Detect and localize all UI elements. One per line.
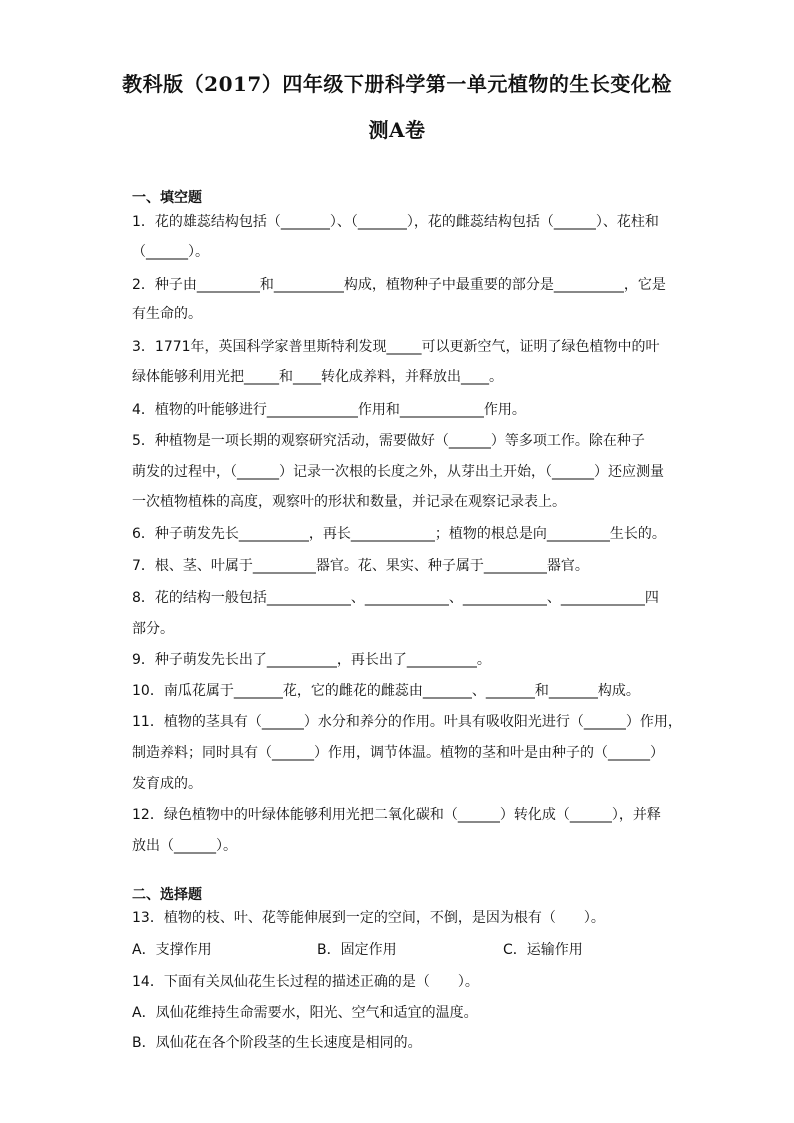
document-title-line-1: 教科版（2017）四年级下册科学第一单元植物的生长变化检: [122, 72, 672, 96]
question-5-line-1: 5．种植物是一项长期的观察研究活动，需要做好（______）等多项工作。除在种子: [132, 433, 645, 449]
question-2-line-2: 有生命的。: [132, 306, 202, 322]
section-heading-fill-in: 一、填空题: [132, 190, 202, 206]
q14-option-b: B．凤仙花在各个阶段茎的生长速度是相同的。: [132, 1035, 422, 1051]
question-12-line-1: 12．绿色植物中的叶绿体能够利用光把二氧化碳和（______）转化成（______），并释: [132, 807, 661, 823]
question-3-line-1: 3．1771年，英国科学家普里斯特利发现_____可以更新空气，证明了绿色植物中的叶: [132, 339, 660, 355]
q14-option-a: A．凤仙花维持生命需要水，阳光、空气和适宜的温度。: [132, 1005, 478, 1021]
question-5-line-2: 萌发的过程中，（______）记录一次根的长度之外，从芽出土开始，（______）还应测量: [132, 464, 664, 480]
question-4: 4．植物的叶能够进行_____________作用和____________作用。: [132, 402, 526, 418]
question-13: 13．植物的枝、叶、花等能伸展到一定的空间，不倒，是因为根有（ ）。: [132, 910, 605, 926]
q13-option-c: C．运输作用: [503, 942, 583, 958]
question-8-line-1: 8．花的结构一般包括____________、____________、____________、____________四: [132, 590, 659, 606]
question-1-line-2: （______）。: [132, 244, 209, 260]
q13-option-b: B．固定作用: [317, 942, 397, 958]
question-11-line-3: 发育成的。: [132, 776, 202, 792]
question-9: 9．种子萌发先长出了__________，再长出了__________。: [132, 652, 491, 668]
question-7: 7．根、茎、叶属于_________器官。花、果实、种子属于_________器官。: [132, 558, 589, 574]
question-6: 6．种子萌发先长__________，再长____________；植物的根总是向_________生长的。: [132, 526, 666, 542]
question-8-line-2: 部分。: [132, 621, 174, 637]
question-5-line-3: 一次植物植株的高度，观察叶的形状和数量，并记录在观察记录表上。: [132, 494, 566, 510]
q13-option-a: A．支撑作用: [132, 942, 212, 958]
question-12-line-2: 放出（______）。: [132, 838, 237, 854]
question-10: 10．南瓜花属于_______花，它的雌花的雌蕊由_______、_______和_______构成。: [132, 683, 640, 699]
question-3-line-2: 绿体能够利用光把_____和____转化成养料，并释放出____。: [132, 369, 503, 385]
question-11-line-1: 11．植物的茎具有（______）水分和养分的作用。叶具有吸收阳光进行（______）作用，: [132, 714, 682, 730]
question-2-line-1: 2．种子由_________和__________构成，植物种子中最重要的部分是__________，它是: [132, 277, 666, 293]
section-heading-choice: 二、选择题: [132, 887, 202, 903]
document-title-line-2: 测A卷: [368, 118, 426, 142]
question-14: 14．下面有关凤仙花生长过程的描述正确的是（ ）。: [132, 974, 479, 990]
question-1-line-1: 1．花的雄蕊结构包括（_______）、（_______），花的雌蕊结构包括（______）、花柱和: [132, 214, 659, 230]
question-11-line-2: 制造养料；同时具有（______）作用，调节体温。植物的茎和叶是由种子的（______）: [132, 745, 664, 761]
